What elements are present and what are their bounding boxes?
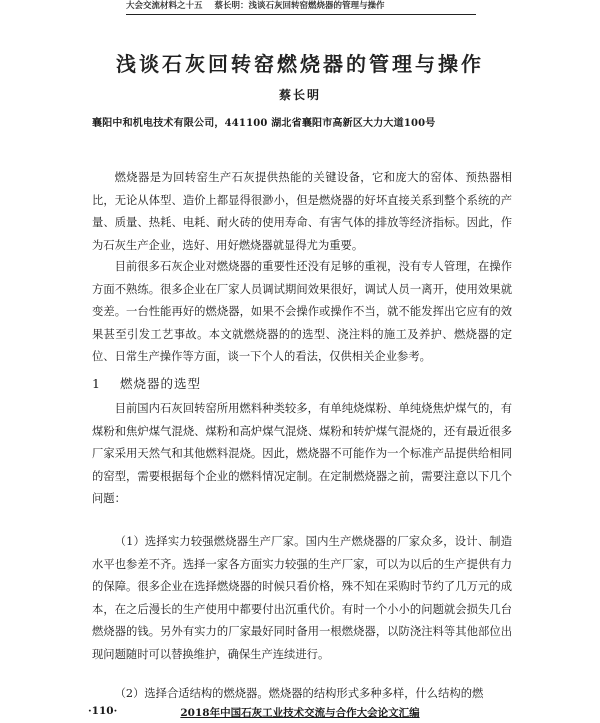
article-author: 蔡长明 xyxy=(278,88,321,102)
header-left-text: 大会交流材料之十五 xyxy=(126,1,203,11)
page-number: ·110· xyxy=(88,705,118,717)
section-heading-1 xyxy=(92,374,201,392)
body-paragraph-1 xyxy=(92,167,512,257)
paragraph-text: 燃烧器是为回转窑生产石灰提供热能的关键设备，它和庞大的窑体、预热器相比，无论从体型、造价上都显得很渺小，但是燃烧器的好坏直接关系到整个系统的产量、质量、热耗、电耗、耐火砖的使用寿命、有害气体的排放等经济指标。因此，作为石灰生产企业，选好、用好燃烧器就显得尤为重要。 xyxy=(92,171,512,252)
page-footer xyxy=(0,705,600,721)
paragraph-text: 目前很多石灰企业对燃烧器的重要性还没有足够的重视，没有专人管理，在操作方面不熟练。很多企业在厂家人员调试期间效果很好，调试人员一离开，使用效果就变差。一台性能再好的燃烧器，如果不会操作或操作不当，就不能发挥出它应有的效果甚至引发工艺事故。本文就燃烧器的的选型、浇注料的施工及养护、燃烧器的定位、日常生产操作等方面，谈一下个人的看法，仅供相关企业参考。 xyxy=(92,260,512,363)
section-number: 1 xyxy=(92,376,101,391)
conference-name: 2018年中国石灰工业技术交流与合作大会论文汇编 xyxy=(180,707,420,719)
body-paragraph-5 xyxy=(92,683,512,705)
paragraph-text: （2）选择合适结构的燃烧器。燃烧器的结构形式多种多样，什么结构的燃 xyxy=(114,687,484,700)
body-paragraph-4 xyxy=(92,531,512,666)
body-paragraph-3 xyxy=(92,398,512,511)
header-right-text: 蔡长明：浅谈石灰回转窑燃烧器的管理与操作 xyxy=(214,1,385,11)
paragraph-text: 目前国内石灰回转窑所用燃料种类较多，有单纯烧煤粉、单纯烧焦炉煤气的，有煤粉和焦炉煤气混烧、煤粉和高炉煤气混烧、煤粉和转炉煤气混烧的，还有最近很多厂家采用天然气和其他燃料混烧。因此，燃烧器不可能作为一个标准产品提供给相同的窑型，需要根据每个企业的燃料情况定制。在定制燃烧器之前，需要注意以下几个问题： xyxy=(92,402,512,505)
body-paragraph-2 xyxy=(92,256,512,369)
paragraph-text: （1）选择实力较强燃烧器生产厂家。国内生产燃烧器的厂家众多，设计、制造水平也参差不齐。选择一家各方面实力较强的生产厂家，可以为以后的生产提供有力的保障。很多企业在选择燃烧器的时候只看价格，殊不知在采购时节约了几万元的成本，在之后漫长的生产使用中都要付出沉重代价。有时一个小小的问题就会损失几台燃烧器的钱。另外有实力的厂家最好同时备用一根燃烧器，以防浇注料等其他部位出现问题随时可以替换维护，确保生产连续进行。 xyxy=(92,535,512,661)
section-title: 燃烧器的选型 xyxy=(120,376,202,391)
article-title: 浅谈石灰回转窑燃烧器的管理与操作 xyxy=(116,52,484,76)
article-affiliation: 襄阳中和机电技术有限公司，441100 湖北省襄阳市高新区大力大道100号 xyxy=(92,118,436,129)
running-header xyxy=(126,0,476,15)
